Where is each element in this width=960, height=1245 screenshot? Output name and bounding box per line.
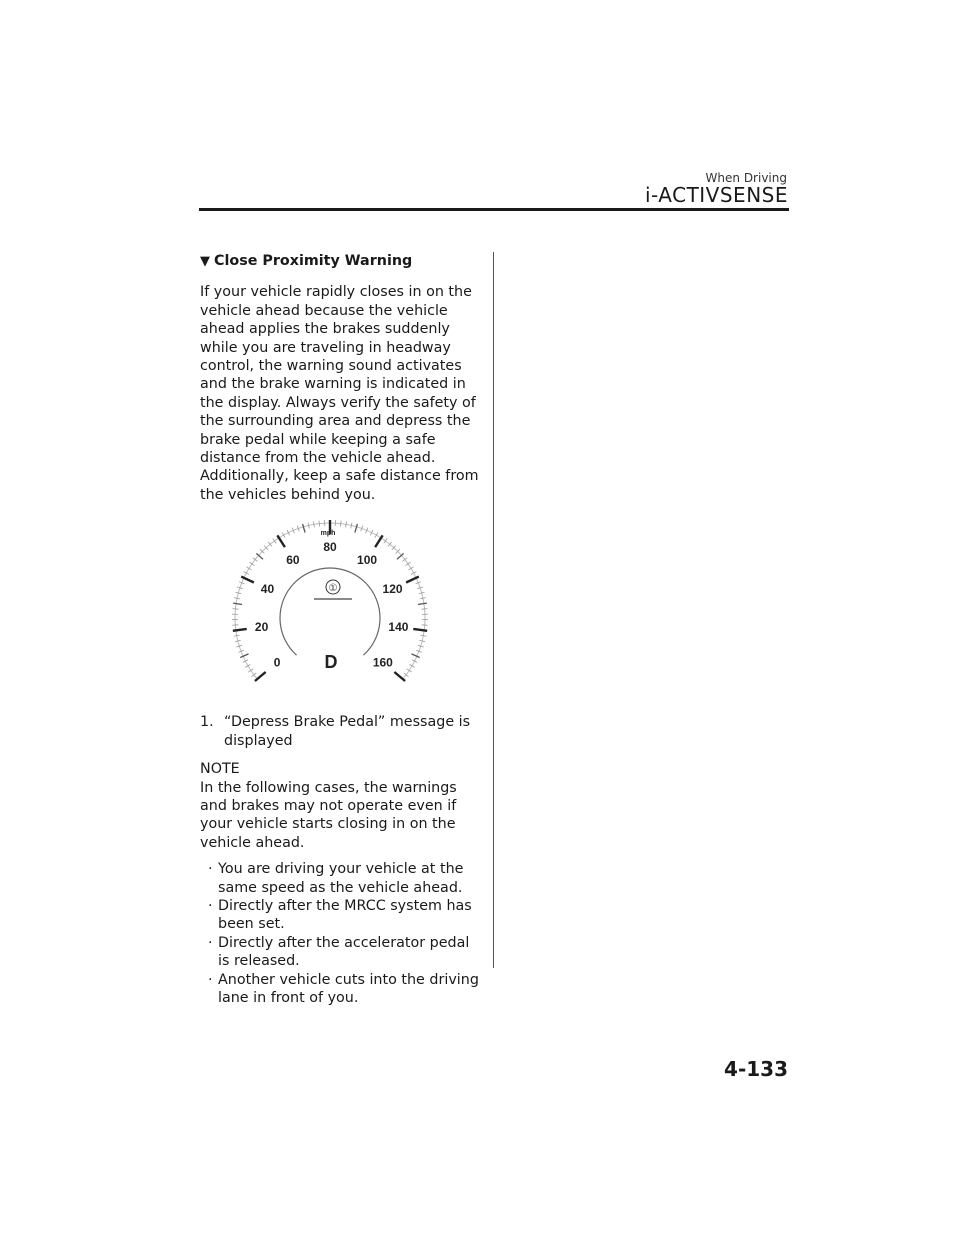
speed-label: 40: [260, 582, 275, 597]
minor-tick: [234, 635, 240, 636]
minor-tick: [248, 669, 253, 672]
minor-tick: [340, 521, 341, 527]
minor-tick: [404, 673, 409, 677]
minor-tick: [319, 521, 320, 527]
speedometer-figure: [200, 518, 480, 703]
speed-label: 100: [357, 553, 378, 568]
minor-tick: [246, 567, 251, 570]
heading-text: Close Proximity Warning: [214, 253, 413, 269]
bullet-dot-icon: ·: [208, 971, 213, 988]
minor-tick: [409, 665, 414, 668]
minor-tick: [420, 635, 426, 636]
major-tick: [413, 629, 427, 631]
mid-tick: [303, 524, 306, 533]
numbered-item: [200, 713, 480, 750]
mid-tick: [240, 654, 248, 658]
bullet-text: Directly after the MRCC system has been set.: [218, 897, 472, 933]
main-column: [200, 252, 480, 1007]
gear-indicator: D: [324, 652, 338, 673]
bullet-text: You are driving your vehicle at the same speed as the vehicle ahead.: [218, 861, 464, 896]
mid-tick: [411, 654, 419, 658]
minor-tick: [232, 609, 238, 610]
note-text: In the following cases, the warnings and brakes may not operate even if your vehicle starts closing in on the vehicle ahead.: [200, 779, 457, 851]
speed-label: 160: [372, 655, 393, 670]
speed-label: 80: [323, 540, 337, 555]
major-tick: [233, 629, 247, 631]
major-tick: [394, 672, 405, 681]
speed-label: 0: [273, 655, 281, 670]
minor-tick: [313, 522, 314, 528]
bullet-dot-icon: ·: [208, 897, 213, 914]
header-section-title: i-ACTIVSENSE: [644, 183, 788, 207]
minor-tick: [384, 539, 388, 544]
minor-tick: [346, 522, 347, 528]
speed-label: 60: [286, 553, 300, 568]
bullet-dot-icon: ·: [208, 934, 213, 951]
major-tick: [277, 536, 285, 548]
header-chapter: When Driving: [705, 171, 787, 185]
heading-triangle-icon: ▼: [200, 254, 210, 269]
callout-number: ①: [328, 583, 338, 595]
bullet-dot-icon: ·: [208, 861, 213, 878]
minor-tick: [407, 669, 412, 672]
column-divider: [493, 252, 494, 968]
mid-tick: [355, 524, 358, 533]
speed-label: 20: [254, 620, 269, 635]
speed-label: 140: [388, 620, 409, 635]
minor-tick: [245, 665, 250, 668]
item-number: 1.: [200, 714, 214, 731]
bullet-item: [200, 934, 480, 971]
note-label: NOTE: [200, 761, 240, 778]
header-rule: [199, 208, 789, 211]
bullet-text: Another vehicle cuts into the driving lane in front of you.: [218, 971, 479, 1006]
page-number: 4-133: [724, 1057, 788, 1081]
major-tick: [255, 672, 266, 681]
minor-tick: [249, 562, 254, 565]
speed-unit-label: mph: [320, 530, 336, 538]
body-paragraph: If your vehicle rapidly closes in on the vehicle ahead because the vehicle ahead applies the brakes suddenly while you are traveling in headway control, the warning sound activates and the brake warning is indicated in the display. Always verify the safety of the surrounding area and depress the brake pedal while keeping a safe distance from the vehicle ahead. Additionally, keep a safe distance from the vehicles behind you.: [200, 284, 479, 503]
bullet-item: [200, 897, 480, 934]
speedometer-labels: [255, 540, 409, 669]
bullet-item: [200, 860, 480, 897]
item-text: “Depress Brake Pedal” message is displayed: [224, 714, 471, 749]
speed-label: 120: [382, 582, 403, 597]
bullet-text: Directly after the accelerator pedal is released.: [218, 934, 470, 970]
minor-tick: [408, 567, 413, 570]
minor-tick: [406, 562, 411, 565]
mid-tick: [418, 603, 427, 604]
section-heading: [200, 252, 480, 271]
minor-tick: [251, 673, 256, 677]
bullet-item: [200, 971, 480, 1008]
minor-tick: [273, 539, 277, 544]
mid-tick: [233, 603, 242, 604]
minor-tick: [422, 609, 428, 610]
major-tick: [375, 536, 383, 548]
speedometer-graphic: [200, 518, 480, 703]
